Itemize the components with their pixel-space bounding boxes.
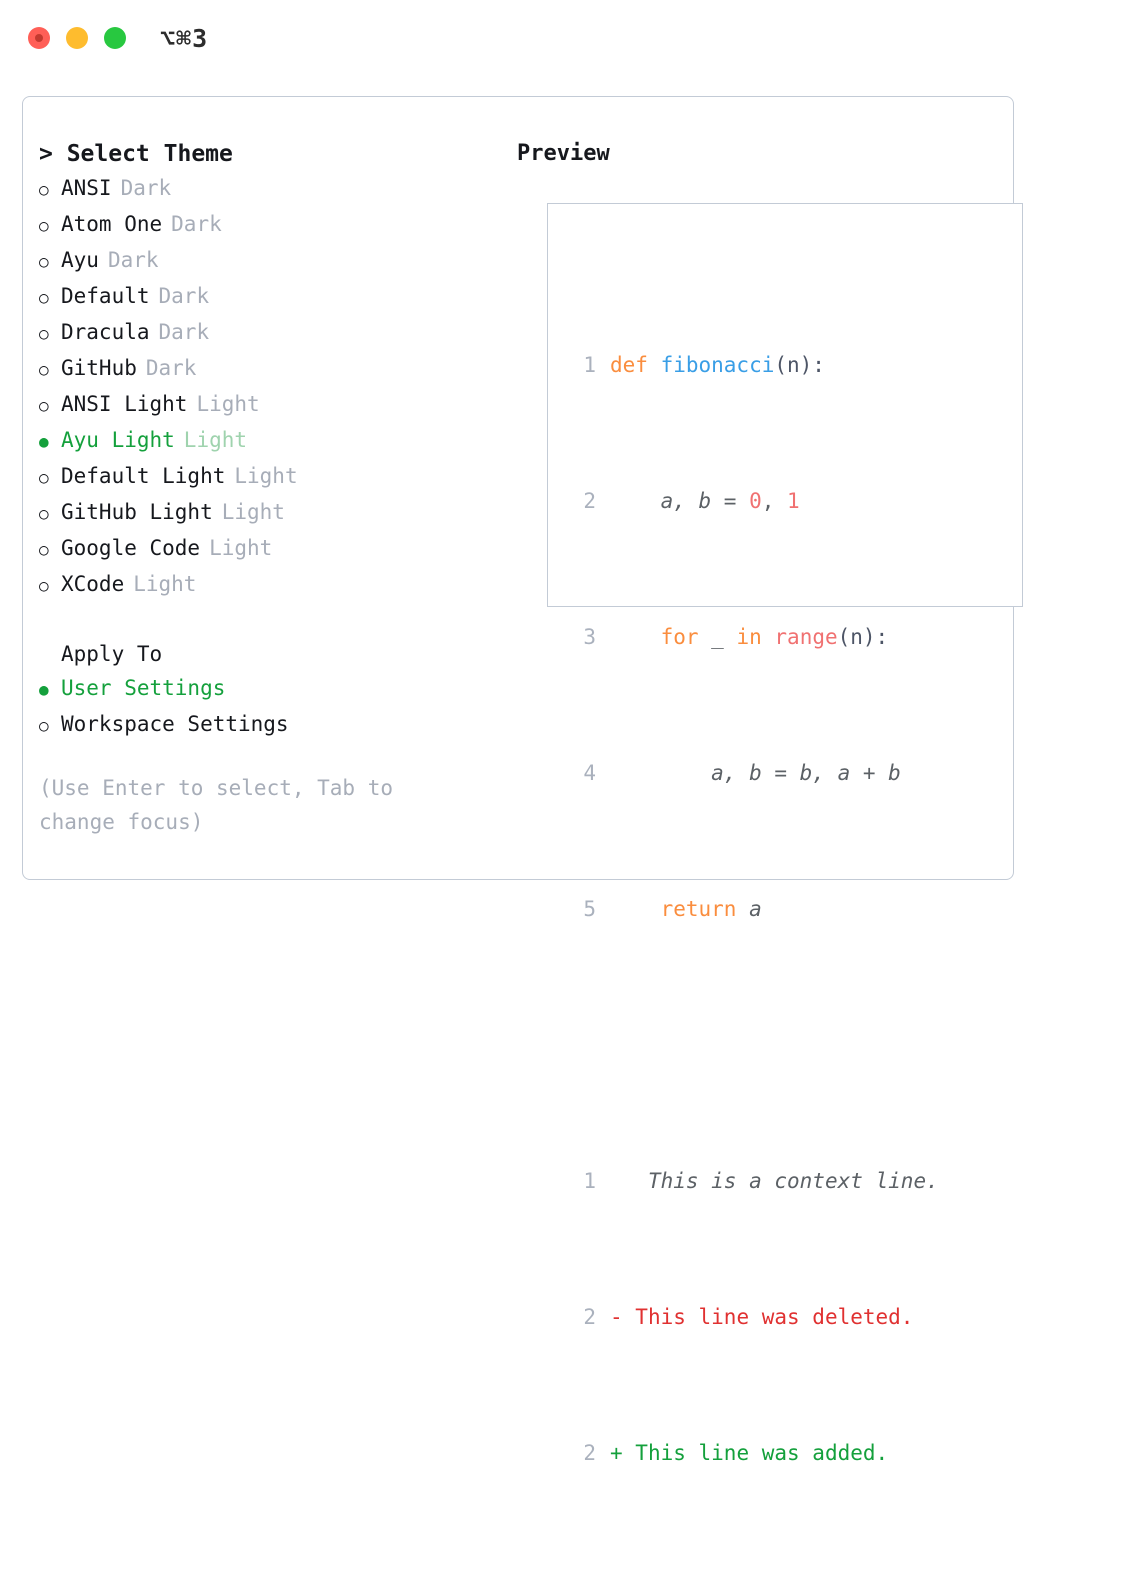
theme-option-ansi-light[interactable] — [39, 387, 499, 423]
code-line — [568, 348, 939, 382]
apply-to-workspace-settings[interactable] — [39, 707, 499, 743]
radio-icon: ○ — [39, 540, 49, 559]
theme-option-ansi[interactable] — [39, 171, 499, 207]
theme-option-tag: Dark — [158, 284, 210, 308]
zoom-window-icon[interactable] — [104, 27, 126, 49]
main-panel — [22, 96, 1014, 1465]
code-token — [610, 620, 661, 654]
traffic-light-buttons — [28, 27, 126, 49]
diff-marker: + — [610, 1441, 623, 1465]
theme-option-default-light[interactable] — [39, 459, 499, 495]
radio-icon: ○ — [39, 576, 49, 595]
keyboard-shortcut-label: ⌥⌘3 — [160, 23, 209, 53]
line-number: 4 — [583, 761, 596, 785]
theme-option-label: Ayu — [61, 248, 99, 272]
theme-option-label: GitHub — [61, 356, 137, 380]
code-blank-line — [568, 1028, 939, 1062]
line-number: 2 — [583, 1305, 596, 1329]
preview-heading: Preview — [517, 141, 610, 166]
code-token: range — [774, 625, 838, 649]
theme-option-tag: Light — [183, 428, 248, 452]
line-number: 1 — [583, 353, 596, 377]
line-number: 5 — [583, 897, 596, 921]
theme-option-github-light[interactable] — [39, 495, 499, 531]
line-number: 3 — [583, 625, 596, 649]
theme-option-tag: Light — [209, 536, 273, 560]
code-token: fibonacci — [660, 353, 775, 377]
code-token: a — [736, 897, 762, 921]
apply-to-label: User Settings — [61, 676, 226, 700]
theme-option-google-code[interactable] — [39, 531, 499, 567]
preview-column — [517, 137, 1017, 1465]
code-token — [762, 620, 775, 654]
code-token: 1 — [787, 489, 800, 513]
theme-option-dracula[interactable] — [39, 315, 499, 351]
code-line — [568, 620, 939, 654]
theme-option-tag: Dark — [120, 176, 172, 200]
theme-option-label: Dracula — [61, 320, 150, 344]
theme-option-tag: Dark — [171, 212, 222, 236]
radio-icon: ○ — [39, 180, 49, 199]
radio-icon: ○ — [39, 252, 49, 271]
diff-marker — [610, 1164, 623, 1198]
diff-line-context — [568, 1164, 939, 1198]
code-token: a, b = b, a + b — [610, 761, 901, 785]
radio-icon: ○ — [39, 288, 49, 307]
code-token: _ — [698, 625, 737, 649]
hint-spacer — [39, 743, 499, 771]
code-token: in — [736, 625, 762, 649]
diff-text: This line was deleted. — [622, 1305, 914, 1329]
line-number: 2 — [583, 489, 596, 513]
code-token: , — [761, 489, 788, 513]
preview-code — [568, 246, 939, 1572]
apply-to-user-settings[interactable] — [39, 671, 499, 707]
keyboard-hint-text: (Use Enter to select, Tab to change focus) — [39, 776, 406, 834]
code-line — [568, 484, 939, 518]
title-bar — [0, 0, 1140, 76]
radio-icon: ○ — [39, 324, 49, 343]
minimize-window-icon[interactable] — [66, 27, 88, 49]
radio-icon: ○ — [39, 396, 49, 415]
code-token: return — [660, 897, 737, 921]
theme-option-tag: Dark — [107, 248, 159, 272]
code-token: def — [610, 353, 661, 377]
radio-icon: ○ — [39, 716, 49, 735]
theme-option-tag: Dark — [158, 320, 210, 344]
section-spacer — [39, 603, 499, 637]
theme-selection-column — [39, 137, 499, 839]
code-line — [568, 892, 939, 926]
line-number: 1 — [583, 1169, 596, 1193]
code-token: for — [660, 625, 699, 649]
theme-option-label: ANSI — [61, 176, 112, 200]
radio-icon: ○ — [39, 504, 49, 523]
diff-line-deleted — [568, 1300, 939, 1334]
code-token: a, b = — [610, 489, 750, 513]
code-token — [610, 892, 661, 926]
theme-option-tag: Light — [221, 500, 285, 524]
theme-option-github[interactable] — [39, 351, 499, 387]
code-token: 0 — [749, 489, 762, 513]
theme-option-label: ANSI Light — [61, 392, 188, 416]
theme-option-xcode[interactable] — [39, 567, 499, 603]
line-number: 2 — [583, 1441, 596, 1465]
preview-box — [547, 203, 1023, 1465]
theme-option-label: Default Light — [61, 464, 226, 488]
diff-line-added — [568, 1436, 939, 1470]
apply-to-heading: Apply To — [61, 642, 163, 666]
theme-option-label: GitHub Light — [61, 500, 213, 524]
select-theme-heading: > Select Theme — [39, 141, 233, 167]
code-token: (n): — [774, 353, 825, 377]
theme-option-label: Ayu Light — [61, 428, 175, 452]
theme-option-tag: Dark — [145, 356, 197, 380]
theme-option-default[interactable] — [39, 279, 499, 315]
apply-to-label: Workspace Settings — [61, 712, 289, 736]
radio-selected-icon: ● — [39, 432, 49, 451]
radio-icon: ○ — [39, 360, 49, 379]
theme-option-ayu[interactable] — [39, 243, 499, 279]
theme-option-label: XCode — [61, 572, 125, 596]
radio-icon: ○ — [39, 216, 49, 235]
theme-option-tag: Light — [196, 392, 260, 416]
close-window-icon[interactable] — [28, 27, 50, 49]
theme-option-label: Google Code — [61, 536, 201, 560]
radio-icon: ○ — [39, 468, 49, 487]
radio-selected-icon: ● — [39, 680, 49, 699]
theme-option-ayu-light[interactable] — [39, 423, 499, 459]
theme-option-label: Default — [61, 284, 150, 308]
diff-text: This line was added. — [622, 1441, 889, 1465]
theme-option-label: Atom One — [61, 212, 163, 236]
diff-marker: - — [610, 1305, 623, 1329]
code-line — [568, 756, 939, 790]
diff-text: This is a context line. — [622, 1169, 939, 1193]
theme-option-tag: Light — [133, 572, 197, 596]
code-token: (n): — [837, 625, 889, 649]
theme-option-atom-one[interactable] — [39, 207, 499, 243]
theme-option-tag: Light — [234, 464, 298, 488]
